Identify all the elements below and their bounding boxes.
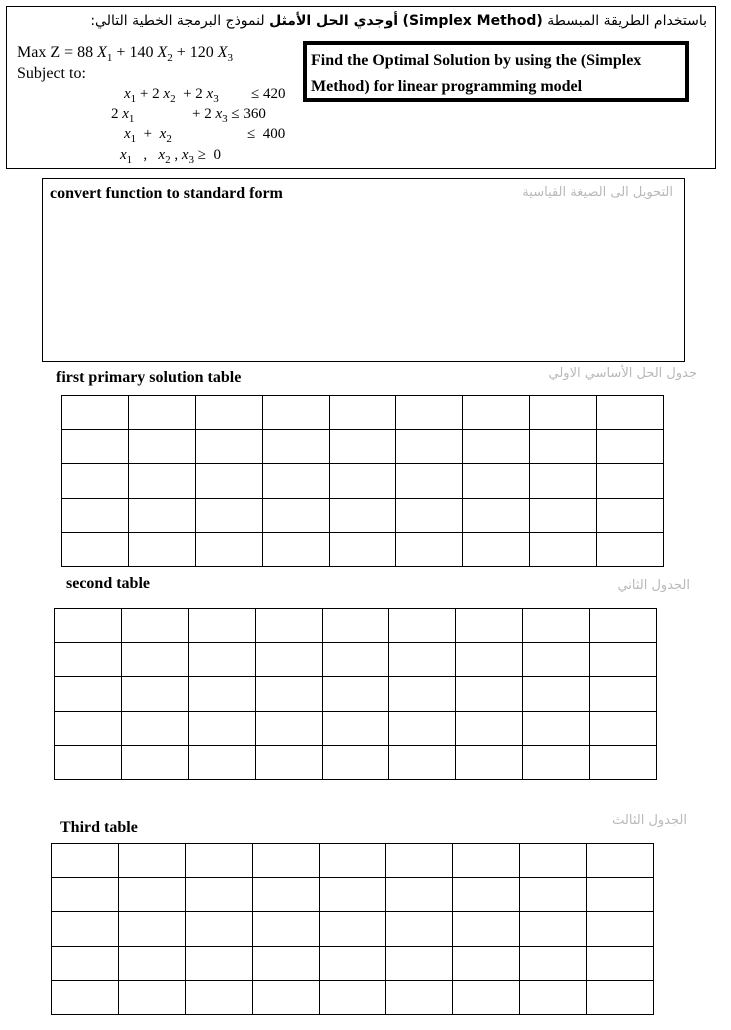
table-cell[interactable] — [128, 396, 195, 430]
table-cell[interactable] — [520, 946, 587, 980]
table-cell[interactable] — [463, 464, 530, 498]
table-cell[interactable] — [520, 878, 587, 912]
objective-sub-1: 1 — [106, 52, 113, 65]
table-cell[interactable] — [456, 745, 523, 779]
table-cell[interactable] — [386, 878, 453, 912]
constraint-2-term-2-text: + 2 — [192, 106, 212, 122]
table-cell[interactable] — [597, 464, 664, 498]
table-row — [52, 912, 654, 946]
table-cell[interactable] — [55, 711, 122, 745]
table-cell[interactable] — [255, 711, 322, 745]
table-cell[interactable] — [386, 980, 453, 1014]
table-cell[interactable] — [587, 878, 654, 912]
table-cell[interactable] — [597, 430, 664, 464]
table-row — [52, 980, 654, 1014]
objective-function: Max Z = 88 $X_1 + 140$ $X_2 + 120$ $X_3$ — [17, 44, 234, 65]
table-cell[interactable] — [322, 609, 389, 643]
constraint-1-term-2: + 2 — [139, 86, 160, 102]
table-row — [62, 498, 664, 532]
table-cell[interactable] — [389, 745, 456, 779]
constraint-2-coef: 2 — [111, 106, 119, 122]
constraint-2-relation: ≤ — [231, 106, 240, 122]
table-cell[interactable] — [185, 946, 252, 980]
table-cell[interactable] — [52, 980, 119, 1014]
standard-form-label-ar: التحويل الى الصيغة القياسية — [522, 185, 673, 200]
table-cell[interactable] — [386, 946, 453, 980]
table-cell[interactable] — [252, 844, 319, 878]
table-cell[interactable] — [252, 946, 319, 980]
table-row — [52, 946, 654, 980]
table-cell[interactable] — [463, 498, 530, 532]
table-cell[interactable] — [590, 609, 657, 643]
table-cell[interactable] — [55, 677, 122, 711]
table-cell[interactable] — [329, 532, 396, 566]
instruction-ar-prefix: باستخدام الطريقة المبسطة — [547, 13, 707, 29]
table-cell[interactable] — [262, 430, 329, 464]
constraint-1-term-3: + 2 — [183, 86, 203, 102]
table-cell[interactable] — [55, 745, 122, 779]
table-cell[interactable] — [62, 498, 129, 532]
second-table-label-ar: الجدول الثاني — [617, 578, 690, 593]
subject-to-label: Subject to: — [17, 65, 86, 82]
objective-prefix: Max Z = — [17, 44, 78, 61]
table-cell[interactable] — [329, 396, 396, 430]
nonneg-sep-1: , — [143, 147, 148, 163]
table-cell[interactable] — [255, 609, 322, 643]
nonneg-rhs: 0 — [213, 147, 221, 163]
table-cell[interactable] — [456, 711, 523, 745]
table-cell[interactable] — [128, 464, 195, 498]
table-cell[interactable] — [329, 464, 396, 498]
table-cell[interactable] — [252, 980, 319, 1014]
table-cell[interactable] — [121, 711, 188, 745]
table-cell[interactable] — [456, 643, 523, 677]
arabic-instruction — [90, 13, 707, 29]
nonnegativity-constraint: $x_1$ , $x_2$ , $x_3 \ge 0$ — [120, 147, 221, 166]
table-row — [52, 844, 654, 878]
table-cell[interactable] — [52, 912, 119, 946]
table-cell[interactable] — [121, 643, 188, 677]
table-cell[interactable] — [530, 532, 597, 566]
table-row — [55, 677, 657, 711]
table-cell[interactable] — [389, 643, 456, 677]
table-cell[interactable] — [329, 498, 396, 532]
table-cell[interactable] — [62, 430, 129, 464]
table-cell[interactable] — [128, 498, 195, 532]
table-cell[interactable] — [386, 844, 453, 878]
table-row — [55, 711, 657, 745]
instruction-ar-bold: أوجدي الحل الأمثل — [269, 13, 399, 29]
table-cell[interactable] — [262, 464, 329, 498]
table-cell[interactable] — [262, 498, 329, 532]
third-table — [51, 843, 654, 1015]
table-cell[interactable] — [319, 912, 386, 946]
table-cell[interactable] — [322, 643, 389, 677]
table-cell[interactable] — [453, 912, 520, 946]
table-cell[interactable] — [195, 464, 262, 498]
table-cell[interactable] — [396, 464, 463, 498]
second-table-label: second table — [66, 575, 150, 592]
table-cell[interactable] — [520, 844, 587, 878]
table-cell[interactable] — [195, 430, 262, 464]
table-cell[interactable] — [185, 980, 252, 1014]
objective-var-1: X — [97, 44, 107, 61]
table-cell[interactable] — [118, 912, 185, 946]
table-cell[interactable] — [62, 532, 129, 566]
table-cell[interactable] — [456, 677, 523, 711]
table-cell[interactable] — [322, 711, 389, 745]
table-cell[interactable] — [52, 946, 119, 980]
constraint-2: 2 $x_1$ — [111, 106, 135, 125]
table-cell[interactable] — [590, 677, 657, 711]
table-cell[interactable] — [597, 532, 664, 566]
table-cell[interactable] — [463, 396, 530, 430]
table-cell[interactable] — [55, 643, 122, 677]
third-table-label-ar: الجدول الثالث — [612, 813, 687, 828]
instruction-ar-method: (Simplex Method) — [402, 13, 543, 29]
table-cell[interactable] — [463, 430, 530, 464]
table-cell[interactable] — [255, 643, 322, 677]
table-cell[interactable] — [329, 430, 396, 464]
table-cell[interactable] — [453, 844, 520, 878]
table-cell[interactable] — [195, 396, 262, 430]
table-cell[interactable] — [185, 844, 252, 878]
objective-sub-3: 3 — [227, 52, 234, 65]
table-cell[interactable] — [523, 745, 590, 779]
table-cell[interactable] — [396, 396, 463, 430]
constraint-1-relation: ≤ — [251, 86, 260, 102]
table-cell[interactable] — [456, 609, 523, 643]
table-row — [62, 532, 664, 566]
third-table-label: Third table — [60, 819, 138, 836]
table-cell[interactable] — [587, 912, 654, 946]
english-instruction-box: Find the Optimal Solution by using the (Simplex Method) for linear programming model — [303, 41, 689, 102]
table-cell[interactable] — [597, 396, 664, 430]
constraint-3-relation: ≤ — [247, 126, 256, 142]
table-cell[interactable] — [62, 464, 129, 498]
table-cell[interactable] — [389, 677, 456, 711]
table-cell[interactable] — [255, 745, 322, 779]
table-cell[interactable] — [396, 430, 463, 464]
table-cell[interactable] — [523, 609, 590, 643]
table-cell[interactable] — [523, 711, 590, 745]
table-cell[interactable] — [195, 498, 262, 532]
table-cell[interactable] — [262, 532, 329, 566]
table-row — [52, 878, 654, 912]
table-cell[interactable] — [319, 980, 386, 1014]
objective-var-2: X — [157, 44, 168, 61]
table-cell[interactable] — [463, 532, 530, 566]
table-cell[interactable] — [252, 878, 319, 912]
table-cell[interactable] — [128, 532, 195, 566]
table-cell[interactable] — [322, 745, 389, 779]
first-table-label: first primary solution table — [56, 369, 242, 386]
constraint-2-term-2: + 2 $x_3 \le 360$ — [192, 106, 266, 125]
table-cell[interactable] — [319, 844, 386, 878]
table-cell[interactable] — [121, 677, 188, 711]
table-cell[interactable] — [453, 980, 520, 1014]
objective-coef-1: 88 — [77, 44, 94, 61]
table-cell[interactable] — [386, 912, 453, 946]
nonneg-sep-2: , — [174, 147, 179, 163]
table-cell[interactable] — [188, 677, 255, 711]
first-table-label-ar: جدول الحل الأساسي الاولي — [548, 366, 697, 381]
table-cell[interactable] — [118, 946, 185, 980]
objective-coef-2: 140 — [129, 44, 154, 61]
table-cell[interactable] — [188, 745, 255, 779]
table-cell[interactable] — [587, 844, 654, 878]
table-row — [55, 643, 657, 677]
table-cell[interactable] — [523, 643, 590, 677]
instruction-ar-suffix: لنموذج البرمجة الخطية التالي: — [90, 13, 265, 29]
table-cell[interactable] — [118, 844, 185, 878]
table-cell[interactable] — [185, 912, 252, 946]
table-row — [62, 396, 664, 430]
table-cell[interactable] — [319, 946, 386, 980]
table-cell[interactable] — [52, 844, 119, 878]
second-table — [54, 608, 657, 780]
table-cell[interactable] — [188, 711, 255, 745]
table-cell[interactable] — [587, 946, 654, 980]
table-cell[interactable] — [195, 532, 262, 566]
table-row — [55, 609, 657, 643]
table-cell[interactable] — [520, 980, 587, 1014]
constraint-3-plus: + — [143, 126, 153, 142]
table-cell[interactable] — [319, 878, 386, 912]
table-cell[interactable] — [396, 498, 463, 532]
table-cell[interactable] — [587, 980, 654, 1014]
table-cell[interactable] — [530, 396, 597, 430]
constraint-1-rel — [251, 86, 285, 103]
objective-coef-3: 120 — [189, 44, 214, 61]
table-cell[interactable] — [590, 643, 657, 677]
table-cell[interactable] — [188, 609, 255, 643]
table-cell[interactable] — [396, 532, 463, 566]
objective-sub-2: 2 — [167, 52, 173, 65]
table-row — [62, 464, 664, 498]
nonneg-relation: ≥ — [197, 147, 206, 163]
table-cell[interactable] — [188, 643, 255, 677]
table-cell[interactable] — [590, 711, 657, 745]
table-cell[interactable] — [118, 980, 185, 1014]
table-cell[interactable] — [530, 464, 597, 498]
table-cell[interactable] — [520, 912, 587, 946]
table-cell[interactable] — [530, 498, 597, 532]
table-cell[interactable] — [523, 677, 590, 711]
table-cell[interactable] — [262, 396, 329, 430]
standard-form-answer-box[interactable] — [42, 178, 685, 362]
table-cell[interactable] — [453, 878, 520, 912]
constraint-1-rhs: 420 — [262, 86, 286, 102]
table-cell[interactable] — [121, 609, 188, 643]
table-cell[interactable] — [597, 498, 664, 532]
table-cell[interactable] — [128, 430, 195, 464]
table-cell[interactable] — [322, 677, 389, 711]
constraint-3-rel — [247, 126, 285, 143]
table-cell[interactable] — [590, 745, 657, 779]
table-cell[interactable] — [62, 396, 129, 430]
table-cell[interactable] — [252, 912, 319, 946]
table-cell[interactable] — [453, 946, 520, 980]
constraint-1: $x_1 + 2$ $x_2 + 2$ $x_3$ — [124, 86, 219, 105]
objective-var-3: X — [217, 44, 228, 61]
table-cell[interactable] — [389, 711, 456, 745]
table-cell[interactable] — [52, 878, 119, 912]
table-row — [62, 430, 664, 464]
table-cell[interactable] — [389, 609, 456, 643]
table-cell[interactable] — [121, 745, 188, 779]
table-cell[interactable] — [55, 609, 122, 643]
standard-form-label: convert function to standard form — [50, 185, 283, 202]
constraint-3-rhs: 400 — [262, 126, 286, 142]
table-cell[interactable] — [118, 878, 185, 912]
first-solution-table — [61, 395, 664, 567]
table-cell[interactable] — [185, 878, 252, 912]
constraint-2-rhs: 360 — [243, 106, 266, 122]
constraint-3: $x_1 + x_2$ — [124, 126, 172, 145]
table-cell[interactable] — [530, 430, 597, 464]
table-cell[interactable] — [255, 677, 322, 711]
table-row — [55, 745, 657, 779]
